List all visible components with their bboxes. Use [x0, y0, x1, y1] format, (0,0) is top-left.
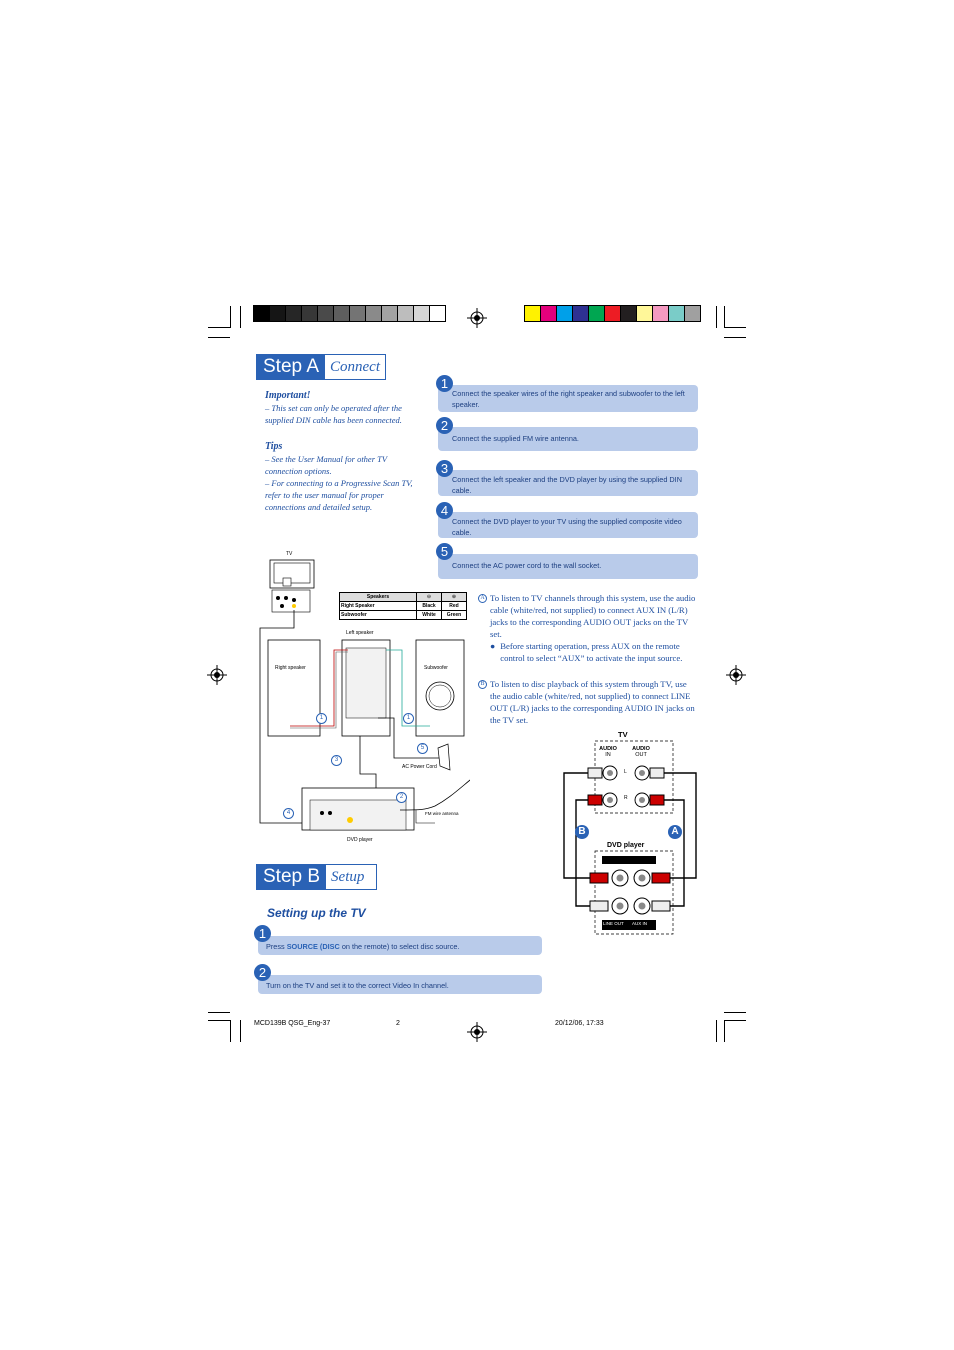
step-a-title: Connect — [330, 359, 380, 375]
setting-up-heading: Setting up the TV — [267, 906, 366, 920]
audio-out-label — [632, 746, 650, 758]
diagram-step-marker: 1 — [316, 713, 327, 724]
color-swatch — [685, 306, 700, 321]
crop-mark — [240, 306, 241, 328]
step-b-prefix: Step B — [257, 865, 326, 889]
right-channel-label: R — [624, 795, 628, 801]
note-b — [478, 678, 698, 726]
step-a-instruction-text: Connect the AC power cord to the wall socket. — [452, 561, 602, 570]
minus-icon: ⊖ — [417, 593, 442, 602]
audio-in-label — [599, 746, 617, 758]
step-a-instruction-1 — [438, 385, 698, 412]
step-a-header — [256, 354, 386, 380]
audio-out-label-1: AUDIO — [632, 746, 650, 752]
crop-mark — [724, 1020, 746, 1021]
step-a-instruction-text: Connect the speaker wires of the right speaker and subwoofer to the left speaker. — [452, 389, 685, 409]
step-b-title: Setup — [331, 869, 365, 885]
tip-2: – For connecting to a Progressive Scan TV, refer to the user manual for proper connections and detailed setup. — [265, 478, 413, 512]
important-note — [265, 390, 425, 426]
color-swatch — [637, 306, 652, 321]
color-swatch — [286, 306, 301, 321]
subwoofer-label: Subwoofer — [424, 665, 448, 671]
color-swatch — [350, 306, 365, 321]
tips-note — [265, 441, 415, 513]
step-b-instruction-text: Turn on the TV and set it to the correct Video In channel. — [266, 981, 449, 990]
crop-mark — [724, 1020, 725, 1042]
color-swatch — [605, 306, 620, 321]
step-b-header — [256, 864, 377, 890]
diagram-step-marker: 5 — [417, 743, 428, 754]
dvd-player-label: DVD player — [347, 837, 373, 843]
step-b-instruction-1 — [258, 936, 542, 955]
important-text: – This set can only be operated after the supplied DIN cable has been connected. — [265, 403, 402, 425]
footer-filename: MCD139B QSG_Eng-37 — [254, 1020, 331, 1027]
step-number-badge: 2 — [436, 417, 453, 434]
text-part: on the remote) to select disc source. — [339, 942, 460, 951]
crop-mark — [240, 1020, 241, 1042]
step-a-instruction-text: Connect the supplied FM wire antenna. — [452, 434, 579, 443]
registration-mark-icon — [467, 308, 487, 328]
step-a-instruction-5 — [438, 554, 698, 579]
color-swatch — [557, 306, 572, 321]
audio-out-label-2: OUT — [635, 752, 647, 758]
step-a-instruction-4 — [438, 512, 698, 538]
audio-in-label-1: AUDIO — [599, 746, 617, 752]
color-swatch — [621, 306, 636, 321]
step-b-instruction-text — [266, 941, 532, 952]
audio-in-label-2: IN — [605, 752, 611, 758]
registration-mark-icon — [207, 665, 227, 685]
speaker-wire-color-table — [339, 592, 467, 620]
color-swatch — [525, 306, 540, 321]
text-part: Press — [266, 942, 287, 951]
registration-mark-icon — [467, 1022, 487, 1042]
note-a-bullet: Before starting operation, press AUX on the remote control to select “AUX” to activate the input source. — [500, 641, 683, 663]
color-swatch — [669, 306, 684, 321]
step-a-instruction-2 — [438, 427, 698, 451]
step-number-badge: 4 — [436, 502, 453, 519]
table-header: Speakers — [340, 593, 417, 602]
color-swatch — [430, 306, 445, 321]
step-number-badge: 5 — [436, 543, 453, 560]
table-cell: Right Speaker — [340, 602, 417, 611]
color-swatch — [270, 306, 285, 321]
crop-mark — [208, 327, 230, 328]
table-cell: Subwoofer — [340, 611, 417, 620]
note-b-badge: B — [478, 680, 487, 689]
crop-mark — [724, 306, 725, 328]
step-number-badge: 1 — [436, 375, 453, 392]
diagram-step-marker: 1 — [403, 713, 414, 724]
step-a-prefix: Step A — [257, 355, 325, 379]
color-swatch — [573, 306, 588, 321]
crop-mark — [724, 337, 746, 338]
diagram-step-marker: 3 — [331, 755, 342, 766]
color-swatch — [318, 306, 333, 321]
crop-mark — [230, 1020, 231, 1042]
crop-mark — [208, 337, 230, 338]
right-speaker-label: Right speaker — [275, 665, 306, 671]
badge-b: B — [575, 825, 589, 839]
footer-date: 20/12/06, 17:33 — [555, 1020, 604, 1027]
left-channel-label: L — [624, 769, 627, 775]
crop-mark — [208, 1012, 230, 1013]
crop-mark — [716, 1020, 717, 1042]
footer-page: 2 — [396, 1020, 400, 1027]
line-out-label: LINE OUT — [603, 921, 624, 926]
plus-icon: ⊕ — [442, 593, 467, 602]
tv-label: TV — [286, 551, 293, 557]
ac-cord-label: AC Power Cord — [402, 764, 437, 770]
table-cell: White — [417, 611, 442, 620]
badge-a: A — [668, 825, 682, 839]
av-dvd-label: DVD player — [607, 842, 645, 849]
crop-mark — [230, 306, 231, 328]
note-b-text: To listen to disc playback of this system through TV, use the audio cable (white/red, not supplied) to connect LINE OUT (L/R) jacks to the corresponding AUDIO IN jacks on the TV set. — [490, 679, 695, 725]
note-a-badge: A — [478, 594, 487, 603]
step-b-instruction-2 — [258, 975, 542, 994]
table-cell: Black — [417, 602, 442, 611]
color-swatch — [589, 306, 604, 321]
fm-antenna-label: FM wire antenna — [425, 811, 459, 816]
color-swatch — [398, 306, 413, 321]
step-a-instruction-text: Connect the DVD player to your TV using the supplied composite video cable. — [452, 517, 682, 537]
color-swatch — [334, 306, 349, 321]
tip-1: – See the User Manual for other TV connection options. — [265, 454, 387, 476]
step-a-instruction-3 — [438, 470, 698, 496]
note-a-text: To listen to TV channels through this system, use the audio cable (white/red, not supplied) to connect AUX IN (L/R) jacks to the corresponding AUDIO OUT jacks on the TV set. — [490, 593, 696, 639]
crop-mark — [716, 306, 717, 328]
diagram-step-marker: 2 — [396, 792, 407, 803]
table-cell: Green — [442, 611, 467, 620]
bullet-icon: ● — [490, 641, 496, 651]
aux-in-label: AUX IN — [632, 921, 648, 926]
source-key-label: SOURCE (DISC — [286, 942, 340, 951]
table-cell: Red — [442, 602, 467, 611]
crop-mark — [208, 1020, 230, 1021]
step-a-instruction-text: Connect the left speaker and the DVD player by using the supplied DIN cable. — [452, 475, 682, 495]
crop-mark — [724, 1012, 746, 1013]
color-swatch — [366, 306, 381, 321]
step-number-badge: 3 — [436, 460, 453, 477]
left-speaker-label: Left speaker — [346, 630, 374, 636]
color-swatch — [302, 306, 317, 321]
av-tv-label: TV — [618, 730, 628, 739]
color-swatch — [653, 306, 668, 321]
step-number-badge: 2 — [254, 964, 271, 981]
step-number-badge: 1 — [254, 925, 271, 942]
color-swatch — [414, 306, 429, 321]
registration-mark-icon — [726, 665, 746, 685]
color-swatch — [382, 306, 397, 321]
crop-mark — [724, 327, 746, 328]
diagram-step-marker: 4 — [283, 808, 294, 819]
important-heading: Important! — [265, 390, 311, 401]
color-swatch — [254, 306, 269, 321]
note-a — [478, 592, 698, 664]
color-swatch — [541, 306, 556, 321]
tips-heading: Tips — [265, 441, 283, 452]
